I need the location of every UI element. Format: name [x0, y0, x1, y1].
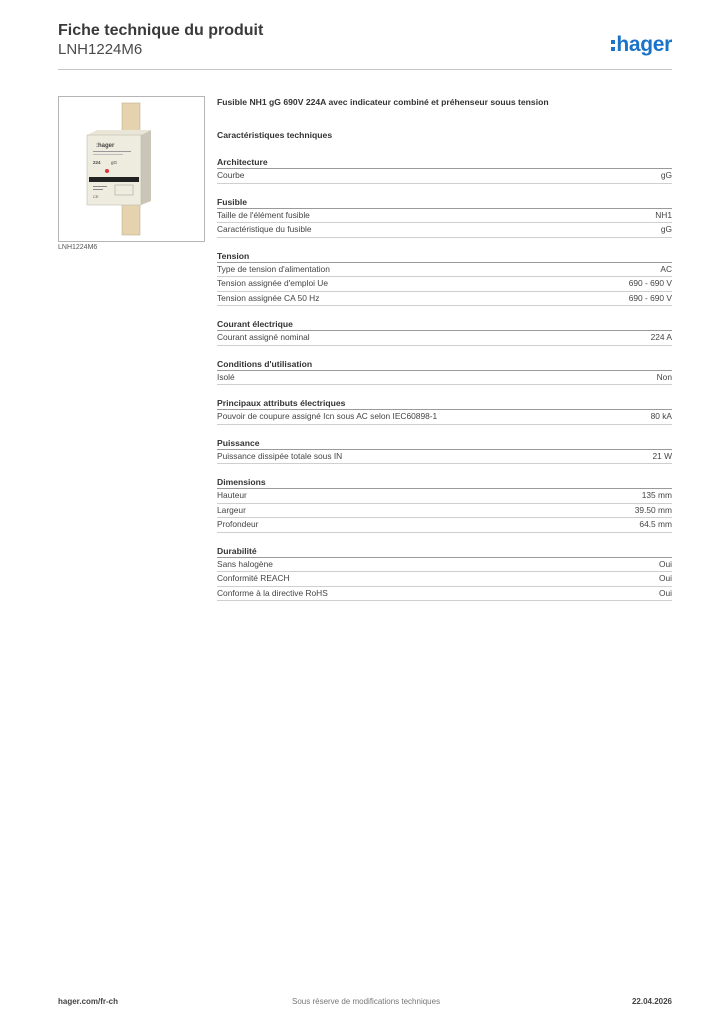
spec-row: [217, 331, 672, 346]
spec-section: [217, 476, 672, 533]
section-title: Fusible: [217, 196, 672, 209]
spec-label: Hauteur: [217, 490, 247, 500]
spec-label: Isolé: [217, 371, 235, 382]
product-description: Fusible NH1 gG 690V 224A avec indicateur combiné et préhenseur souus tension: [217, 97, 549, 107]
section-title: Conditions d'utilisation: [217, 358, 672, 371]
spec-section: [217, 358, 672, 386]
spec-row: [217, 169, 672, 184]
spec-row: [217, 558, 672, 573]
spec-value: Oui: [658, 573, 672, 583]
spec-label: Courant assigné nominal: [217, 332, 310, 342]
footer-website: hager.com/fr-ch: [58, 997, 119, 1006]
spec-row: [217, 263, 672, 278]
spec-section: [217, 318, 672, 346]
spec-row: [217, 223, 672, 238]
spec-row: [217, 410, 672, 425]
spec-row: [217, 489, 672, 504]
spec-section: [217, 196, 672, 238]
spec-label: Taille de l'élément fusible: [217, 209, 310, 220]
spec-section: [217, 545, 672, 602]
section-title: Principaux attributs électriques: [217, 397, 672, 410]
spec-label: Courbe: [217, 170, 245, 180]
spec-section: [217, 156, 672, 184]
spec-value: 64.5 mm: [639, 519, 672, 529]
spec-label: Puissance dissipée totale sous IN: [217, 450, 343, 461]
spec-value: Oui: [658, 587, 672, 598]
footer-date: 22.04.2026: [631, 997, 672, 1006]
spec-row: [217, 587, 672, 602]
spec-value: gG: [660, 170, 672, 180]
spec-row: [217, 518, 672, 533]
section-title: Durabilité: [217, 545, 672, 558]
spec-value: 39.50 mm: [634, 504, 672, 515]
svg-text::hager: :hager: [96, 143, 115, 149]
image-caption: LNH1224M6: [58, 244, 98, 251]
logo-text: hager: [616, 33, 672, 56]
spec-value: 690 - 690 V: [628, 278, 672, 288]
footer-notice: Sous réserve de modifications techniques: [292, 997, 441, 1006]
spec-value: Non: [656, 371, 672, 382]
spec-value: gG: [660, 224, 672, 234]
hager-logo: [611, 30, 672, 60]
page-header: [58, 22, 672, 70]
spec-row: [217, 572, 672, 587]
spec-section: [217, 437, 672, 465]
spec-label: Conforme à la directive RoHS: [217, 587, 328, 598]
spec-row: [217, 277, 672, 292]
spec-value: 224 A: [650, 332, 672, 342]
fuse-illustration: [59, 97, 204, 241]
spec-value: 21 W: [652, 450, 672, 461]
spec-section: [217, 397, 672, 425]
spec-label: Pouvoir de coupure assigné Icn sous AC selon IEC60898-1: [217, 411, 438, 421]
page-title: Fiche technique du produit: [58, 22, 264, 39]
spec-row: [217, 371, 672, 386]
product-image: [58, 96, 205, 242]
spec-row: [217, 450, 672, 465]
spec-value: Oui: [658, 558, 672, 569]
spec-label: Sans halogène: [217, 558, 273, 569]
section-title: Dimensions: [217, 476, 672, 489]
spec-value: 135 mm: [641, 490, 672, 500]
product-reference: LNH1224M6: [58, 41, 143, 58]
section-title: Tension: [217, 250, 672, 263]
spec-row: [217, 292, 672, 307]
logo-dots-icon: [611, 38, 615, 52]
spec-label: Tension assignée CA 50 Hz: [217, 292, 320, 303]
spec-label: Conformité REACH: [217, 573, 290, 583]
product-details: [217, 96, 672, 601]
spec-section: [217, 250, 672, 307]
spec-value: AC: [660, 263, 672, 274]
section-title: Courant électrique: [217, 318, 672, 331]
spec-label: Profondeur: [217, 519, 259, 529]
spec-sections: [217, 156, 672, 601]
spec-value: 80 kA: [650, 411, 672, 421]
svg-text:224: 224: [93, 160, 101, 165]
spec-label: Caractéristique du fusible: [217, 224, 312, 234]
specs-heading: Caractéristiques techniques: [217, 130, 333, 140]
spec-row: [217, 209, 672, 224]
svg-text:gG: gG: [111, 160, 118, 165]
spec-label: Type de tension d'alimentation: [217, 263, 330, 274]
spec-value: 690 - 690 V: [628, 292, 672, 303]
section-title: Puissance: [217, 437, 672, 450]
spec-row: [217, 504, 672, 519]
spec-label: Largeur: [217, 504, 246, 515]
spec-label: Tension assignée d'emploi Ue: [217, 278, 329, 288]
spec-value: NH1: [655, 209, 672, 220]
section-title: Architecture: [217, 156, 672, 169]
svg-text:CE: CE: [93, 194, 99, 199]
